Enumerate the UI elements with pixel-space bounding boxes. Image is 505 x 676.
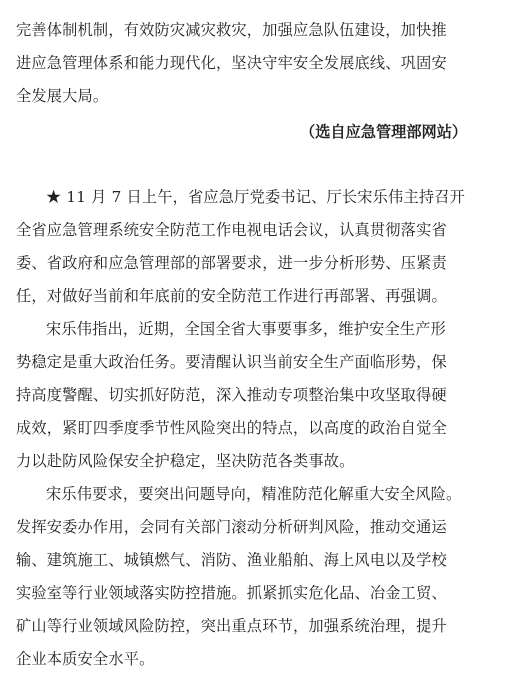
text-line: 全发展大局。: [16, 87, 109, 105]
text-line: 完善体制机制，有效防灾减灾救灾，加强应急队伍建设，加快推: [16, 21, 447, 39]
news-article: [16, 181, 492, 676]
text-line: 全省应急管理系统安全防范工作电视电话会议，认真贯彻落实省: [16, 221, 447, 239]
text-line: 矿山等行业领域风险防控，突出重点环节，加强系统治理，提升: [16, 617, 447, 635]
source-attribution: （选自应急管理部网站）: [300, 123, 468, 141]
text-line: 成效，紧盯四季度季节性风险突出的特点，以高度的政治自觉全: [16, 419, 447, 437]
text-line: 实验室等行业领域落实防控措施。抓紧抓实危化品、冶金工贸、: [16, 584, 447, 602]
text-line: 进应急管理体系和能力现代化，坚决守牢安全发展底线、巩固安: [16, 54, 447, 72]
text-line: 输、建筑施工、城镇燃气、消防、渔业船舶、海上风电以及学校: [16, 551, 447, 569]
intro-paragraph: [16, 14, 492, 113]
text-line: 企业本质安全水平。: [16, 650, 155, 668]
text-line: 宋乐伟指出，近期，全国全省大事要事多，维护安全生产形: [46, 320, 447, 338]
text-line: ★ 11 月 7 日上午，省应急厅党委书记、厅长宋乐伟主持召开: [46, 188, 465, 206]
text-line: 力以赴防风险保安全护稳定，坚决防范各类事故。: [16, 452, 355, 470]
text-line: 宋乐伟要求，要突出问题导向，精准防范化解重大安全风险。: [46, 485, 462, 503]
text-line: 发挥安委办作用，会同有关部门滚动分析研判风险，推动交通运: [16, 518, 447, 536]
text-line: 持高度警醒、切实抓好防范，深入推动专项整治集中攻坚取得硬: [16, 386, 447, 404]
text-line: 任，对做好当前和年底前的安全防范工作进行再部署、再强调。: [16, 287, 447, 305]
text-line: 势稳定是重大政治任务。要清醒认识当前安全生产面临形势，保: [16, 353, 447, 371]
text-line: 委、省政府和应急管理部的部署要求，进一步分析形势、压紧责: [16, 254, 447, 272]
